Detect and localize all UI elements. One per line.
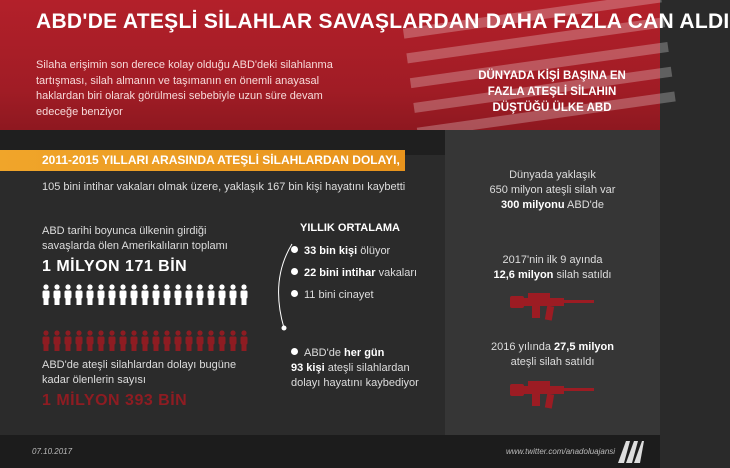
twitter-link[interactable]: www.twitter.com/anadoluajansi	[506, 447, 616, 456]
person-icon	[186, 284, 193, 305]
footer	[0, 435, 660, 468]
person-icon	[43, 330, 50, 351]
bullet-icon	[291, 268, 298, 275]
person-icon	[219, 330, 226, 351]
person-icon	[54, 284, 61, 305]
war-deaths-total: 1 MİLYON 171 BİN	[42, 258, 188, 275]
person-icon	[131, 284, 138, 305]
person-icon	[87, 330, 94, 351]
right-heading: DÜNYADA KİŞİ BAŞINA EN FAZLA ATEŞLİ SİLAHIN DÜŞTÜĞÜ ÜLKE ABD	[478, 70, 626, 114]
person-icon	[197, 284, 204, 305]
person-icon	[175, 284, 182, 305]
person-icon	[153, 284, 160, 305]
person-icon	[219, 284, 226, 305]
person-icon	[153, 330, 160, 351]
person-icon	[164, 330, 171, 351]
person-icon	[98, 284, 105, 305]
footer-date: 07.10.2017	[32, 447, 73, 456]
bullet-icon	[291, 246, 298, 253]
gun-deaths-total: 1 MİLYON 393 BİN	[42, 392, 188, 409]
sales-2016-text: 2016 yılında 27,5 milyon ateşli silah satıldı	[491, 341, 614, 368]
person-icon	[109, 284, 116, 305]
person-icon	[109, 330, 116, 351]
header	[0, 0, 730, 130]
person-icon	[54, 330, 61, 351]
rifle-icon	[508, 284, 598, 324]
aa-logo-icon	[616, 439, 646, 465]
person-icon	[65, 284, 72, 305]
person-icon	[241, 330, 248, 351]
rifle-icon	[508, 372, 598, 412]
person-icon	[65, 330, 72, 351]
yearly-heading: YILLIK ORTALAMA	[300, 222, 401, 234]
person-icon	[208, 330, 215, 351]
sales-2017-text: 2017'nin ilk 9 ayında 12,6 milyon silah satıldı	[493, 254, 612, 281]
person-icon	[131, 330, 138, 351]
war-deaths-text: ABD tarihi boyunca ülkenin girdiği savaşlarda ölen Amerikalıların toplamı	[42, 225, 228, 252]
period-banner-text: 2011-2015 YILLARI ARASINDA ATEŞLİ SİLAHLARDAN DOLAYI,	[42, 153, 400, 167]
yearly-item: 11 bini cinayet	[291, 289, 374, 301]
people-row-white	[42, 284, 262, 306]
person-icon	[142, 330, 149, 351]
page-title: ABD'DE ATEŞLİ SİLAHLAR SAVAŞLARDAN DAHA FAZLA CAN ALDI	[36, 10, 730, 33]
person-icon	[164, 284, 171, 305]
person-icon	[186, 330, 193, 351]
person-icon	[208, 284, 215, 305]
deaths-line: 105 bini intihar vakaları olmak üzere, yaklaşık 167 bin kişi hayatını kaybetti	[42, 181, 406, 193]
person-icon	[76, 330, 83, 351]
person-icon	[197, 330, 204, 351]
person-icon	[142, 284, 149, 305]
person-icon	[98, 330, 105, 351]
gun-deaths-text: ABD'de ateşli silahlardan dolayı bugüne kadar ölenlerin sayısı	[42, 359, 237, 386]
person-icon	[120, 330, 127, 351]
person-icon	[241, 284, 248, 305]
period-banner	[0, 150, 405, 171]
bullet-icon	[291, 348, 298, 355]
yearly-item: 33 bin kişi ölüyor	[291, 245, 390, 257]
yearly-item: 22 bini intihar vakaları	[291, 267, 417, 279]
person-icon	[175, 330, 182, 351]
person-icon	[76, 284, 83, 305]
people-row-red	[42, 330, 262, 352]
bullet-icon	[291, 290, 298, 297]
person-icon	[43, 284, 50, 305]
subtitle-text: Silaha erişimin son derece kolay olduğu ABD'deki silahlanma tartışması, silah almanın ve taşımanın en önemli anayasal haklardan biri olarak görülmesi sebebiyle uzun süre devam edeceğe benziyor	[36, 59, 333, 118]
person-icon	[87, 284, 94, 305]
person-icon	[42, 330, 262, 352]
person-icon	[230, 330, 237, 351]
person-icon	[230, 284, 237, 305]
world-guns-text: Dünyada yaklaşık 650 milyon ateşli silah var 300 milyonu ABD'de	[489, 169, 616, 211]
person-icon	[120, 284, 127, 305]
daily-deaths-text: ABD'de her gün 93 kişi ateşli silahlardan dolayı hayatını kaybediyor	[291, 347, 419, 389]
person-icon	[42, 284, 262, 306]
